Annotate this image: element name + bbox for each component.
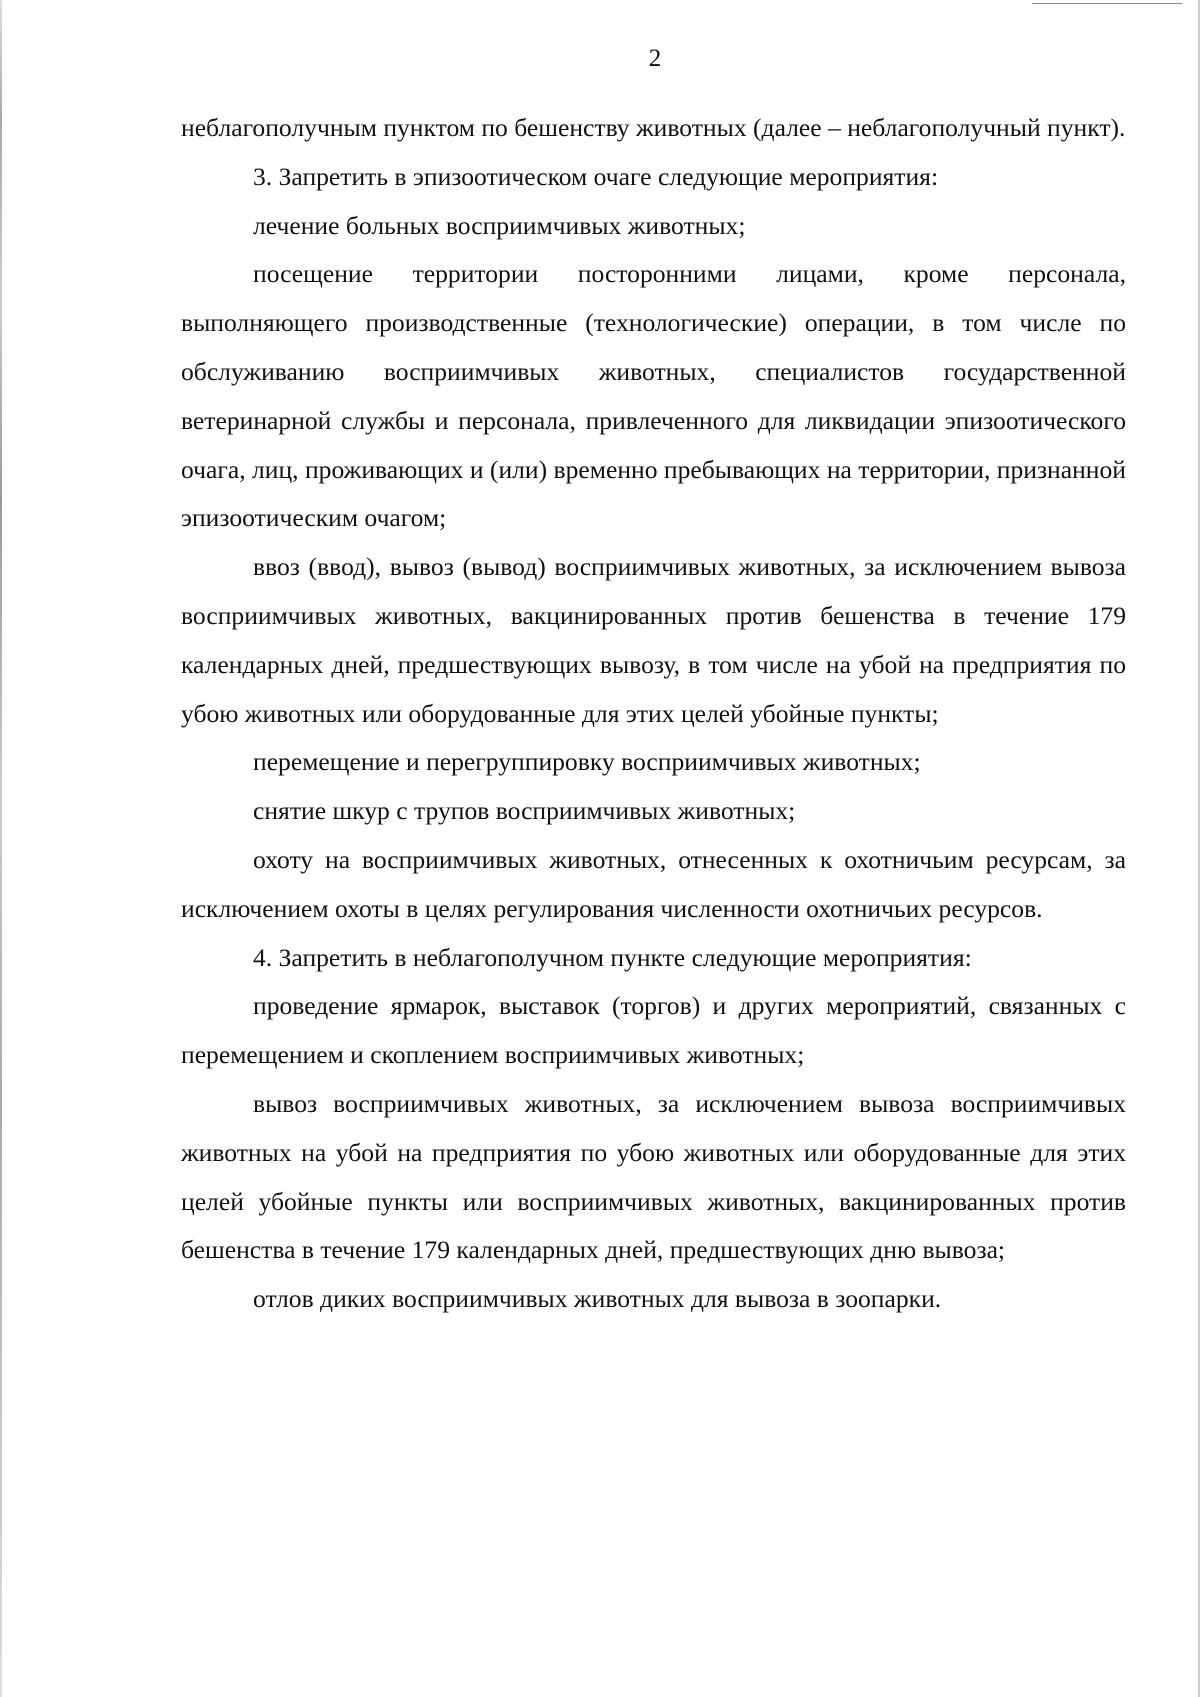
scan-edge-left: [0, 0, 2, 1697]
paragraph-import-export-ban: ввоз (ввод), вывоз (вывод) восприимчивых животных, за исключением вывоза восприимчивых животных, вакцинированных против бешенства в течение 179 календарных дней, предшествующих вывозу, в том числе на убой на предприятия по убою животных или оборудованные для этих целей убойные пункты;: [181, 552, 1126, 728]
page-number: 2: [648, 45, 662, 72]
document-body: [181, 104, 1126, 1324]
paragraph-fairs-ban: проведение ярмарок, выставок (торгов) и других мероприятий, связанных с перемещением и скоплением восприимчивых животных;: [181, 991, 1126, 1070]
paragraph-removal-ban: вывоз восприимчивых животных, за исключением вывоза восприимчивых животных на убой на предприятия по убою животных или оборудованные для этих целей убойные пункты или восприимчивых животных, вакцинированных против бешенства в течение 179 календарных дней, предшествующих дню вывоза;: [181, 1088, 1126, 1265]
paragraph-regrouping-ban: перемещение и перегруппировку восприимчивых животных;: [253, 747, 921, 777]
paragraph-item-3-heading: 3. Запретить в эпизоотическом очаге следующие мероприятия:: [253, 161, 939, 191]
paragraph-visit-ban: посещение территории посторонними лицами, кроме персонала, выполняющего производственные (технологические) операции, в том числе по обслуживанию восприимчивых животных, специалистов государственной ветеринарной службы и персонала, привлеченного для ликвидации эпизоотического очага, лиц, проживающих и (или) временно пребывающих на территории, признанной эпизоотическим очагом;: [181, 259, 1126, 533]
paragraph-item-4-heading: 4. Запретить в неблагополучном пункте следующие мероприятия:: [253, 942, 972, 972]
paragraph-skinning-ban: снятие шкур с трупов восприимчивых животных;: [253, 796, 796, 826]
paragraph-treatment-ban: лечение больных восприимчивых животных;: [253, 210, 746, 240]
scan-top-line: [1032, 3, 1182, 4]
paragraph-hunting-ban: охоту на восприимчивых животных, отнесенных к охотничьим ресурсам, за исключением охоты в целях регулирования численности охотничьих ресурсов.: [181, 844, 1126, 923]
paragraph-capture-ban: отлов диких восприимчивых животных для вывоза в зоопарки.: [253, 1284, 942, 1314]
paragraph-continuation: неблагополучным пунктом по бешенству животных (далее – неблагополучный пункт).: [181, 113, 1126, 142]
